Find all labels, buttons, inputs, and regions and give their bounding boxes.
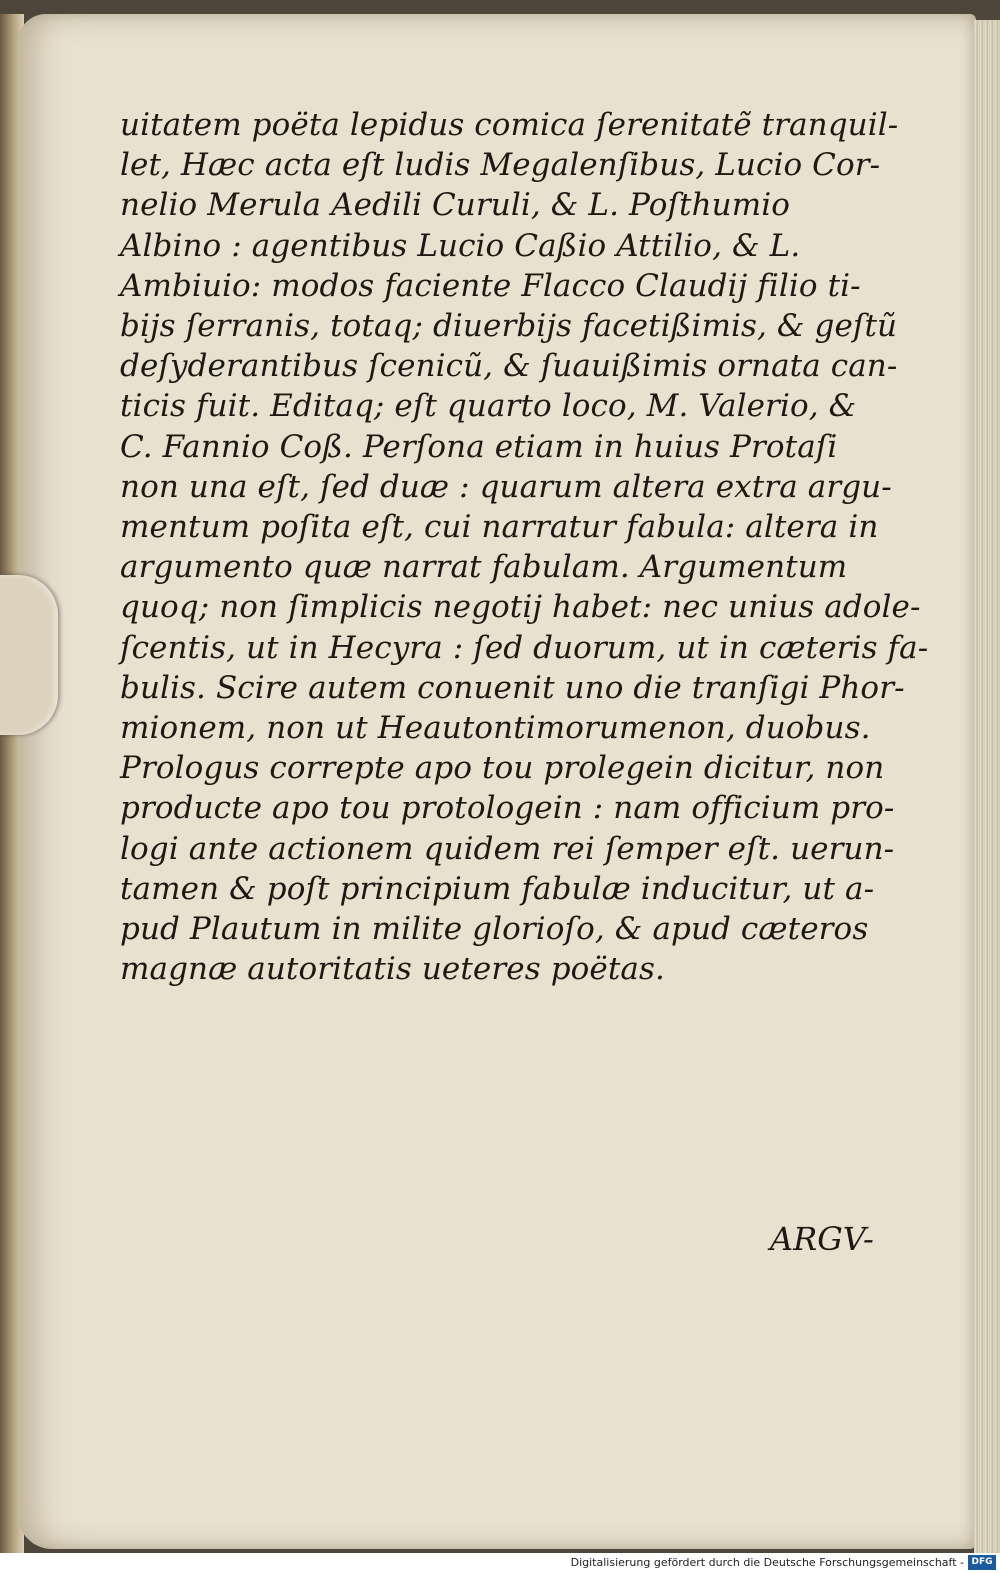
text-line: Albino : agentibus Lucio Caßio Attilio, & L.: [120, 227, 801, 264]
text-line: bulis. Scire autem conuenit uno die tranſigi Phor-: [120, 669, 905, 706]
book-clasp: [0, 575, 58, 735]
text-line: ſcentis, ut in Hecyra : ſed duorum, ut in cæteris fa-: [120, 629, 929, 666]
text-line: argumento quæ narrat fabulam. Argumentum: [120, 549, 848, 586]
text-line: Ambiuio: modos faciente Flacco Claudij filio ti-: [120, 267, 861, 304]
text-line: non una eſt, ſed duæ : quarum altera extra argu-: [120, 468, 892, 505]
text-line: mionem, non ut Heautontimorumenon, duobus.: [120, 710, 871, 747]
text-line: bijs ſerranis, totaq; diuerbijs facetißimis, & geſtũ: [120, 308, 898, 345]
text-line: magnæ autoritatis ueteres poëtas.: [120, 951, 665, 988]
funding-notice: Digitalisierung gefördert durch die Deutsche Forschungsgemeinschaft -: [570, 1556, 964, 1569]
text-line: uitatem poëta lepidus comica ſerenitatẽ tranquil-: [120, 107, 899, 143]
text-line: C. Fannio Coß. Perſona etiam in huius Protaſi: [120, 428, 838, 465]
text-line: nelio Merula Aedili Curuli, & L. Poſthumio: [120, 187, 791, 224]
text-line: tamen & poſt principium fabulæ inducitur, ut a-: [120, 870, 875, 907]
page-stack-edge: [974, 20, 1000, 1555]
text-line: pud Plautum in milite glorioſo, & apud cæteros: [120, 911, 869, 948]
text-line: mentum poſita eſt, cui narratur fabula: altera in: [120, 509, 879, 546]
digitization-footer: [0, 1553, 1000, 1573]
text-line: let, Hæc acta eſt ludis Megalenſibus, Lucio Cor-: [120, 147, 881, 184]
text-line: logi ante actionem quidem rei ſemper eſt. uerun-: [120, 830, 895, 867]
text-line: Prologus correpte apo tou prolegein dicitur, non: [120, 750, 885, 787]
body-text: [120, 105, 970, 989]
text-line: producte apo tou protologein : nam officium pro-: [120, 790, 895, 827]
dfg-logo: DFG: [968, 1555, 996, 1570]
text-line: ticis fuit. Editaq; eſt quarto loco, M. Valerio, &: [120, 388, 857, 425]
text-line: deſyderantibus ſcenicũ, & ſuauißimis ornata can-: [120, 348, 898, 385]
text-line: quoq; non ſimplicis negotij habet: nec unius adole-: [120, 589, 921, 626]
catchword: ARGV-: [770, 1220, 874, 1258]
